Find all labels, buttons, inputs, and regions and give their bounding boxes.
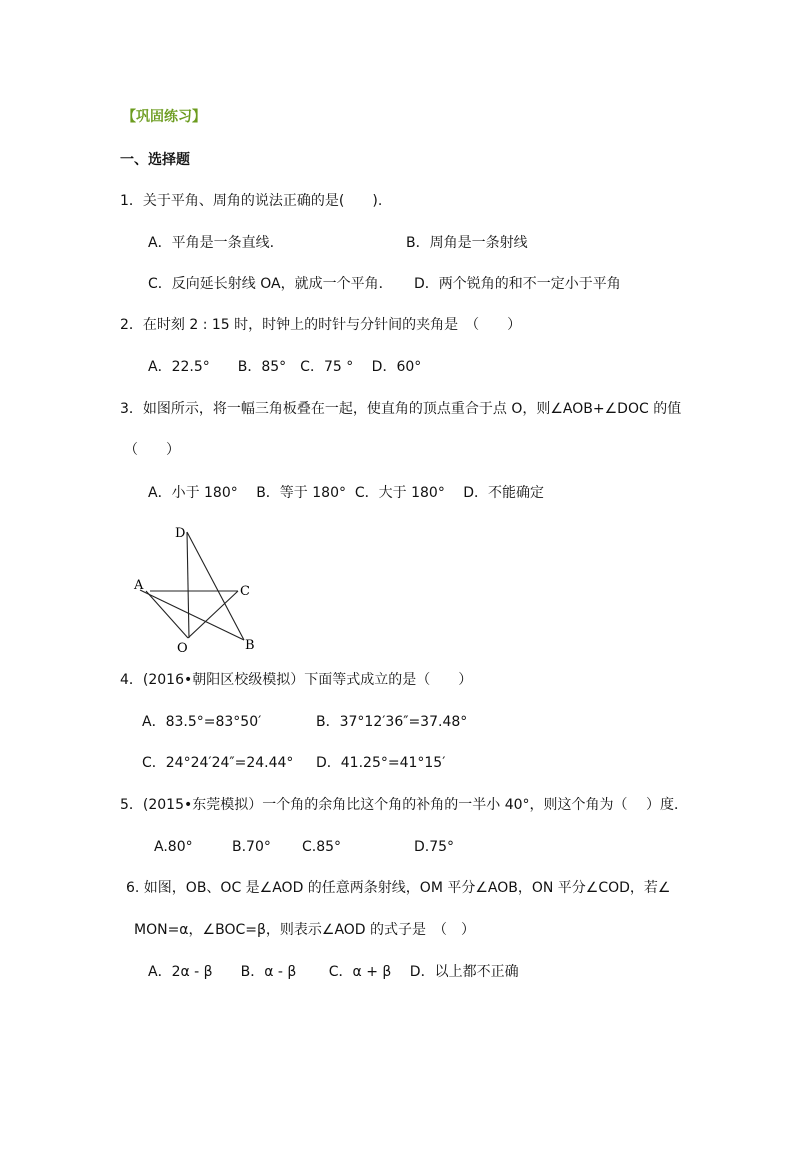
question-4-option-b: B．37°12′36″=37.48° [316,714,468,730]
question-5-option-d: D.75° [414,839,455,855]
question-4-stem: 4．(2016•朝阳区校级模拟）下面等式成立的是（ ） [120,672,473,688]
question-1-option-d: D．两个锐角的和不一定小于平角 [414,276,621,292]
question-6-stem: 6. 如图，OB、OC 是∠AOD 的任意两条射线，OM 平分∠AOB，ON 平分∠COD，若∠ [126,880,671,896]
question-2-options: A．22.5° B．85° C．75 ° D．60° [148,359,422,375]
question-3-stem-cont: （ ） [124,442,180,458]
question-1-option-b: B．周角是一条射线 [406,235,528,251]
point-label-o: O [177,641,188,656]
question-5-stem: 5．(2015•东莞模拟）一个角的余角比这个角的补角的一半小 40°，则这个角为（ ）度． [120,797,688,813]
question-4-option-c: C．24°24′24″=24.44° [142,755,294,771]
point-label-a: A [134,578,144,593]
point-label-d: D [175,526,186,541]
question-1-stem: 1．关于平角、周角的说法正确的是( ). [120,193,383,209]
question-4-option-d: D．41.25°=41°15′ [316,755,446,771]
question-2-stem: 2．在时刻 2 : 15 时，时钟上的时针与分针间的夹角是 （ ） [120,317,522,333]
question-4-option-a: A．83.5°=83°50′ [142,714,262,730]
question-1-option-c: C．反向延长射线 OA，就成一个平角． [148,276,393,292]
section-title: 一、选择题 [120,152,190,168]
point-label-c: C [240,584,250,599]
question-6-options: A．2α - β B．α - β C．α + β D．以上都不正确 [148,964,519,980]
question-1-option-a: A．平角是一条直线. [148,235,275,251]
question-5-option-a: A.80° [154,839,193,855]
question-3-options: A．小于 180° B．等于 180° C．大于 180° D．不能确定 [148,485,545,501]
question-6-stem-cont: MON=α，∠BOC=β，则表示∠AOD 的式子是 （ ） [134,922,476,938]
question-5-option-c: C.85° [302,839,342,855]
question-3-stem: 3．如图所示，将一幅三角板叠在一起，使直角的顶点重合于点 O，则∠AOB+∠DOC 的值 [120,401,682,417]
triangle-set-figure [130,522,280,662]
question-5-option-b: B.70° [232,839,271,855]
section-header: 【巩固练习】 [122,109,206,125]
point-label-b: B [245,638,255,653]
